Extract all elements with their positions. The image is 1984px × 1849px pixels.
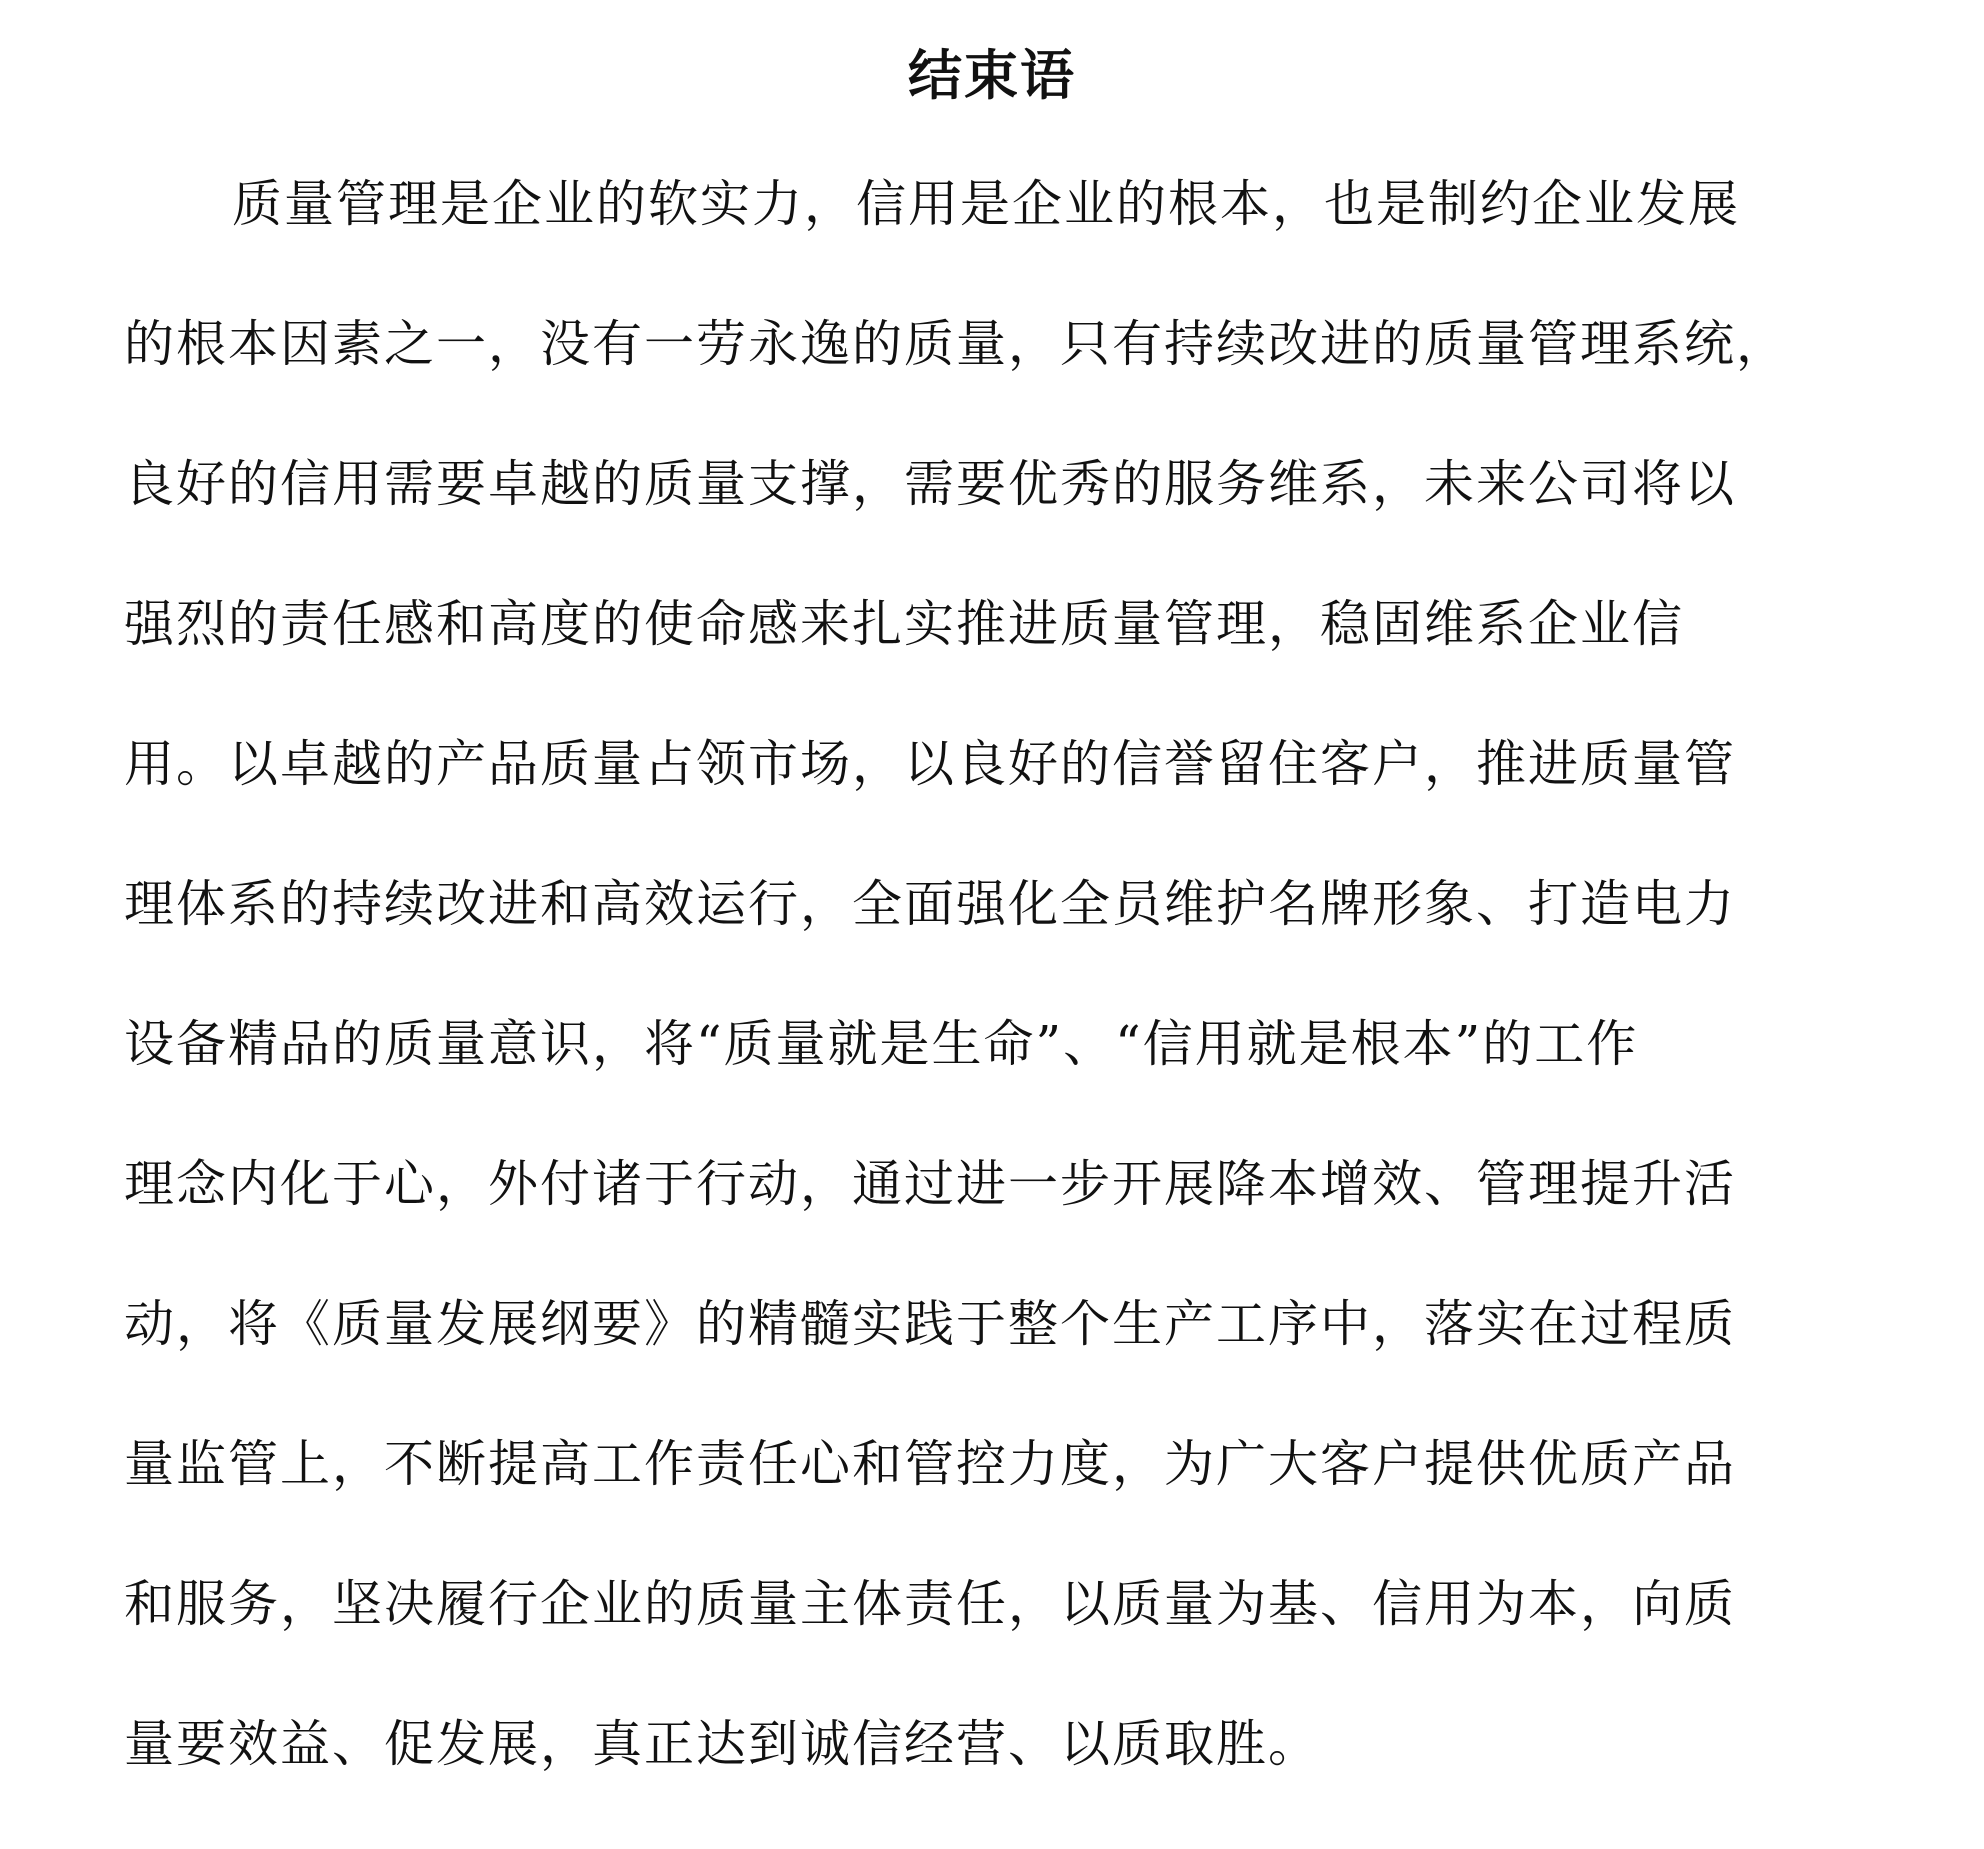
paragraph-line: 量监管上，不断提高工作责任心和管控力度，为广大客户提供优质产品 <box>124 1435 1736 1493</box>
paragraph-line: 设备精品的质量意识，将“质量就是生命”、“信用就是根本”的工作 <box>124 1015 1639 1073</box>
paragraph-line: 良好的信用需要卓越的质量支撑，需要优秀的服务维系，未来公司将以 <box>124 455 1736 513</box>
body-paragraph <box>124 169 1864 1849</box>
paragraph-line: 用。以卓越的产品质量占领市场，以良好的信誉留住客户，推进质量管 <box>124 735 1736 793</box>
paragraph-line: 的根本因素之一，没有一劳永逸的质量，只有持续改进的质量管理系统， <box>124 315 1788 373</box>
paragraph-line: 强烈的责任感和高度的使命感来扎实推进质量管理，稳固维系企业信 <box>124 595 1684 653</box>
paragraph-line: 理念内化于心，外付诸于行动，通过进一步开展降本增效、管理提升活 <box>124 1155 1736 1213</box>
paragraph-line: 量要效益、促发展，真正达到诚信经营、以质取胜。 <box>124 1715 1320 1773</box>
paragraph-line: 理体系的持续改进和高效运行，全面强化全员维护名牌形象、打造电力 <box>124 875 1736 933</box>
paragraph-line: 和服务，坚决履行企业的质量主体责任，以质量为基、信用为本，向质 <box>124 1575 1736 1633</box>
paragraph-line: 动，将《质量发展纲要》的精髓实践于整个生产工序中，落实在过程质 <box>124 1295 1736 1353</box>
page-title: 结束语 <box>908 44 1076 107</box>
paragraph-line: 质量管理是企业的软实力，信用是企业的根本，也是制约企业发展 <box>232 175 1740 233</box>
